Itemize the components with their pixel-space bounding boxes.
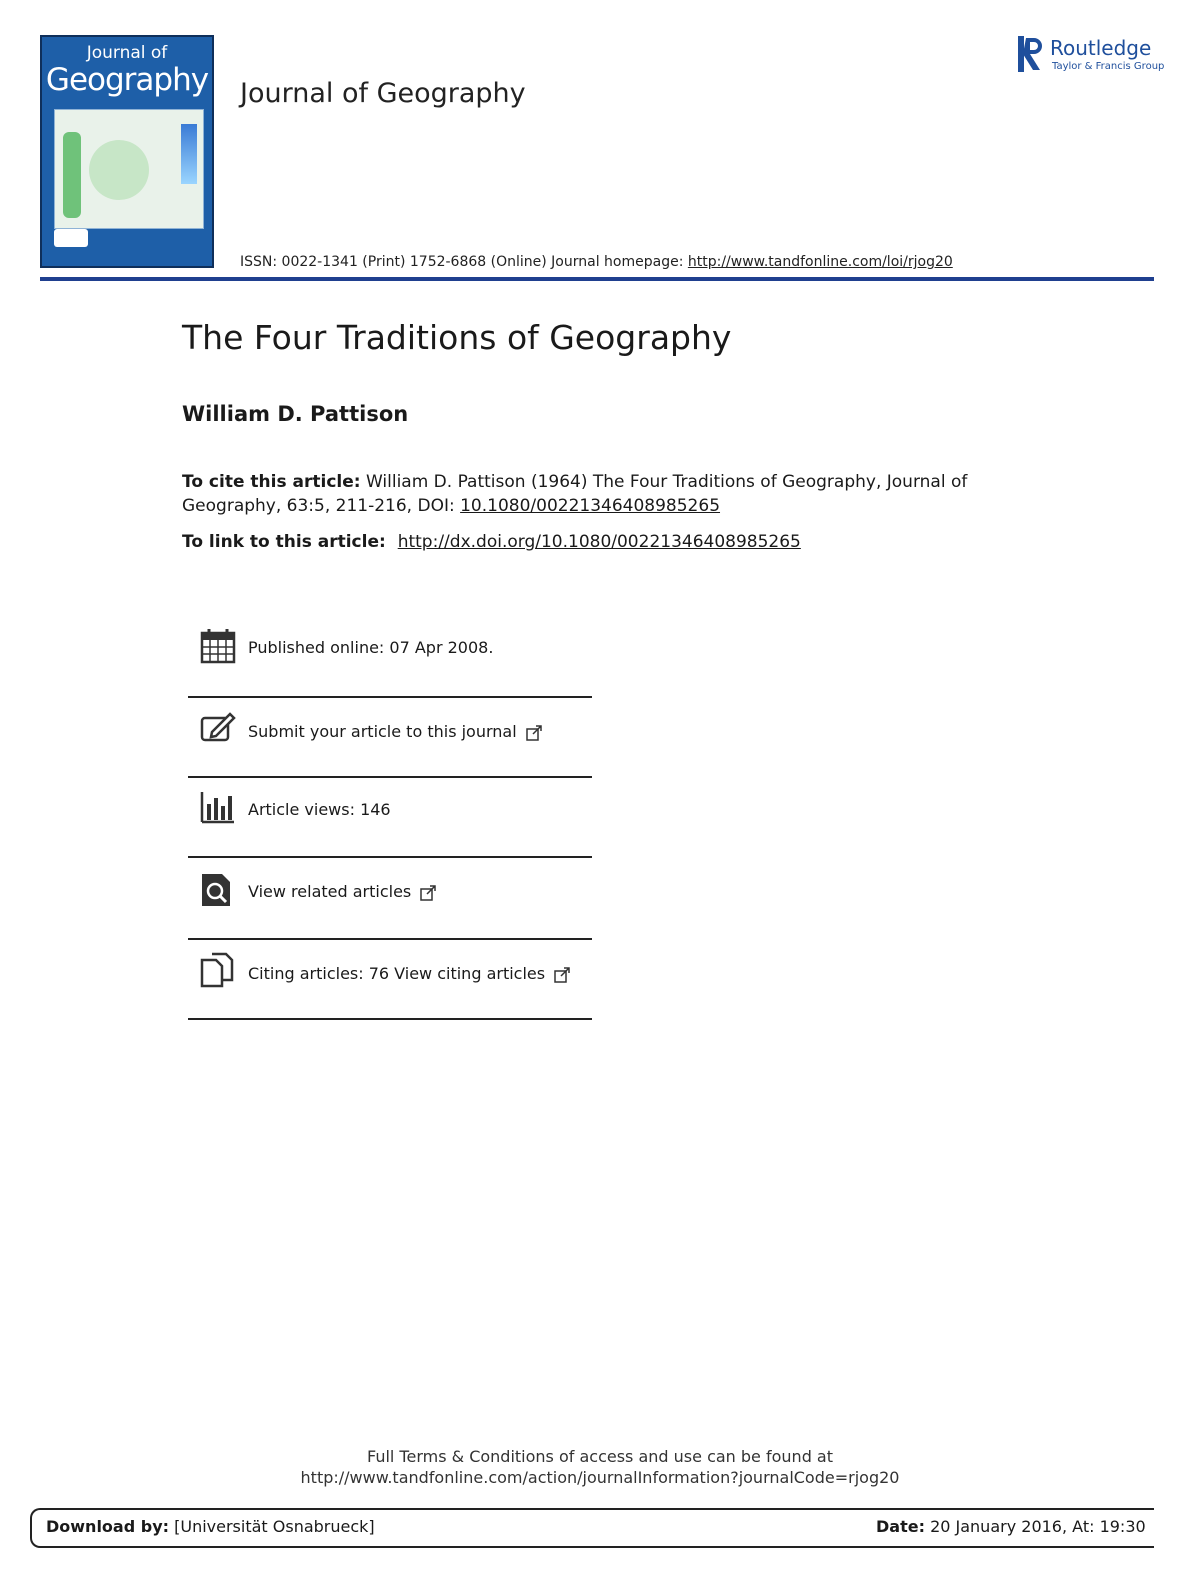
- terms-line-1: Full Terms & Conditions of access and use can be found at: [366, 1447, 834, 1466]
- row-divider: [188, 696, 592, 698]
- citing-row[interactable]: [188, 952, 592, 1032]
- published-online-text: Published online: 07 Apr 2008.: [248, 638, 494, 657]
- citation-block: [182, 470, 1002, 518]
- download-value: [Universität Osnabrueck]: [169, 1517, 375, 1536]
- cover-logo: [54, 229, 88, 247]
- row-divider: [188, 1018, 592, 1020]
- header-divider: [40, 277, 1154, 281]
- terms-block: [0, 1446, 1200, 1488]
- publisher-name: Routledge: [1050, 36, 1152, 60]
- submit-row[interactable]: [188, 712, 592, 792]
- search-document-icon: [200, 872, 236, 908]
- journal-name: Journal of Geography: [240, 78, 526, 109]
- article-link-block: [182, 532, 801, 552]
- views-row: [188, 790, 592, 870]
- bar-chart-icon: [200, 790, 236, 826]
- terms-url[interactable]: http://www.tandfonline.com/action/journalInformation?journalCode=rjog20: [300, 1468, 900, 1487]
- row-divider: [188, 776, 592, 778]
- publisher-subtitle: Taylor & Francis Group: [1052, 61, 1165, 72]
- cover-title-line2: Geography: [45, 62, 209, 98]
- download-label: Download by:: [46, 1517, 170, 1536]
- journal-cover-image: [40, 35, 214, 268]
- issn-text: ISSN: 0022-1341 (Print) 1752-6868 (Online) Journal homepage:: [240, 254, 688, 270]
- cover-title-line1: Journal of: [86, 43, 168, 63]
- submit-article-link[interactable]: Submit your article to this journal: [248, 722, 517, 741]
- article-title: The Four Traditions of Geography: [182, 318, 732, 357]
- external-link-icon: [554, 967, 570, 983]
- link-label: To link to this article:: [182, 532, 392, 552]
- related-row[interactable]: [188, 872, 592, 952]
- date-label: Date:: [876, 1517, 925, 1536]
- routledge-logo-icon: [1016, 34, 1046, 74]
- cover-map-graphic: [54, 109, 204, 229]
- article-url-link[interactable]: http://dx.doi.org/10.1080/00221346408985265: [397, 532, 801, 552]
- download-date: [876, 1517, 1146, 1536]
- article-views-text: Article views: 146: [248, 800, 391, 819]
- article-author: William D. Pattison: [182, 402, 409, 426]
- edit-icon: [200, 712, 236, 748]
- external-link-icon: [526, 725, 542, 741]
- calendar-icon: [200, 628, 236, 664]
- issn-line: [240, 254, 953, 270]
- row-divider: [188, 856, 592, 858]
- external-link-icon: [420, 885, 436, 901]
- view-related-link[interactable]: View related articles: [248, 882, 412, 901]
- row-divider: [188, 938, 592, 940]
- journal-homepage-link[interactable]: http://www.tandfonline.com/loi/rjog20: [687, 254, 953, 270]
- copy-documents-icon: [200, 952, 236, 988]
- cite-label: To cite this article:: [182, 472, 361, 492]
- cite-text: William D. Pattison (1964) The Four Traditions of Geography, Journal of Geography, 63:5, 211-216, DOI:: [182, 472, 968, 516]
- date-value: 20 January 2016, At: 19:30: [924, 1517, 1146, 1536]
- doi-link[interactable]: 10.1080/00221346408985265: [460, 496, 721, 516]
- download-by: [46, 1517, 375, 1536]
- citing-articles-link[interactable]: Citing articles: 76 View citing articles: [248, 964, 546, 983]
